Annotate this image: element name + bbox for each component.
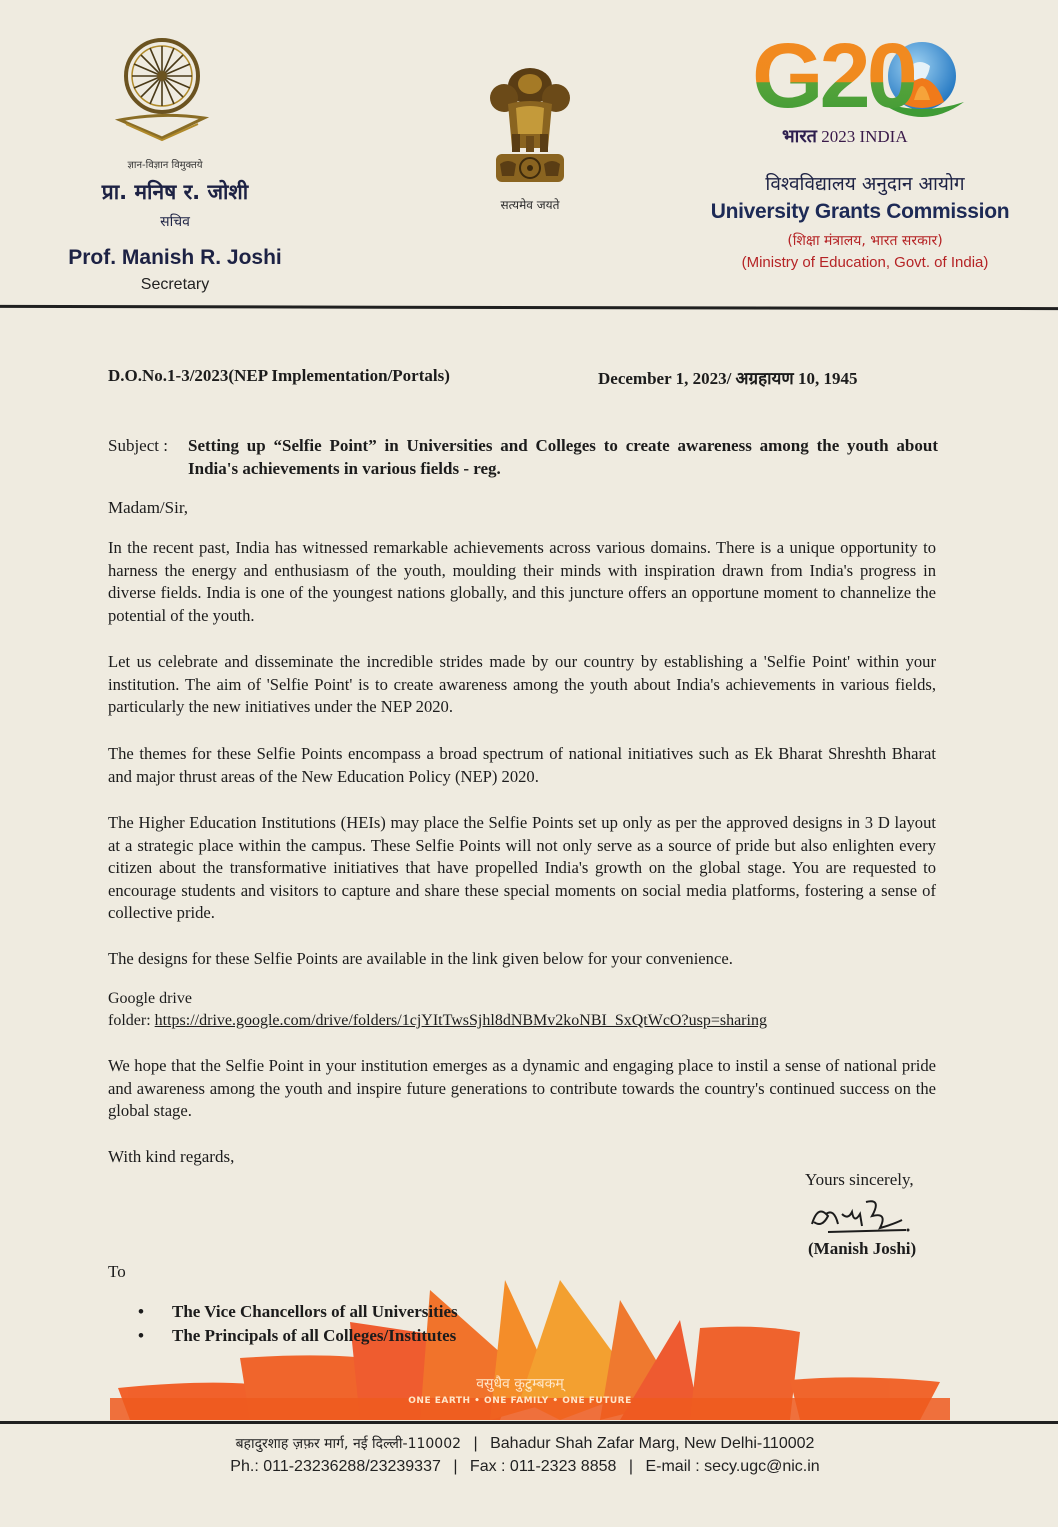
drive-label: Google drive — [108, 990, 192, 1007]
ugc-emblem-icon — [112, 34, 212, 144]
org-name: University Grants Commission — [710, 200, 1010, 223]
yours-sincerely: Yours sincerely, — [805, 1170, 914, 1189]
g20-year-country: 2023 INDIA — [821, 127, 908, 146]
reference-number: D.O.No.1-3/2023(NEP Implementation/Portals) — [108, 366, 450, 385]
paragraph-4: The Higher Education Institutions (HEIs) may place the Selfie Points set up only as per the approved designs in 3 D layout at a strategic place within the campus. These Selfie Points will not only serve as a source of pride but also enlighten every citizen about the transformative initiatives that have propelled India's growth on the global stage. You are requested to encourage students and visitors to capture and share these special moments on social media platforms, fostering a sense of collective pride. — [108, 813, 936, 923]
subject-line — [108, 434, 938, 480]
org-name-hindi: विश्वविद्यालय अनुदान आयोग — [765, 173, 965, 195]
recipient-list — [138, 1300, 458, 1348]
to-label: To — [108, 1262, 126, 1281]
paragraph-2: Let us celebrate and disseminate the incredible strides made by our country by establishing a 'Selfie Point' within your institution. The aim of 'Selfie Point' is to create awareness among the youth about India's achievements in various fields, particularly the new initiatives under the NEP 2020. — [108, 652, 936, 717]
paragraph-1: In the recent past, India has witnessed remarkable achievements across various domains. There is a unique opportunity to harness the energy and enthusiasm of the youth, moulding their minds with inspiration drawn from India's progress in diverse fields. India is one of the youngest nations globally, and this juncture offers an opportune moment to channelize the potential of the youth. — [108, 538, 936, 625]
drive-link-block — [108, 988, 767, 1032]
address-english: Bahadur Shah Zafar Marg, New Delhi-110002 — [490, 1435, 815, 1452]
drive-label-folder: folder: — [108, 1012, 151, 1029]
footer-address — [200, 1434, 850, 1453]
ministry-english: (Ministry of Education, Govt. of India) — [741, 254, 989, 271]
secretary-name: Prof. Manish R. Joshi — [68, 246, 282, 269]
satyamev-jayate-motto: सत्यमेव जयते — [500, 198, 560, 212]
closing: With kind regards, — [108, 1147, 235, 1166]
header-divider — [0, 305, 1058, 310]
separator: | — [628, 1458, 634, 1475]
footer-contact — [200, 1458, 850, 1476]
separator: | — [453, 1458, 458, 1475]
ministry-hindi: (शिक्षा मंत्रालय, भारत सरकार) — [787, 233, 943, 249]
g20-bharat: भारत — [782, 126, 817, 147]
drive-folder-link[interactable]: https://drive.google.com/drive/folders/1cjYItTwsSjhl8dNBMv2koNBI_SxQtWcO?usp=sharing — [154, 1012, 767, 1029]
phone-number: Ph.: 011-23236288/23239337 — [230, 1458, 441, 1475]
signature-icon — [808, 1194, 918, 1238]
secretary-title-hindi: सचिव — [160, 214, 190, 230]
g20-subtitle — [782, 124, 982, 148]
banner-motto-hindi: वसुधैव कुटुम्बकम् — [476, 1376, 564, 1392]
paragraph-6: We hope that the Selfie Point in your institution emerges as a dynamic and engaging place to instil a sense of national pride and awareness among the youth and inspire future generations to contribute towards the country's continued success on the global stage. — [108, 1056, 936, 1121]
separator: | — [473, 1435, 478, 1452]
subject-label: Subject : — [108, 436, 168, 455]
footer-divider — [0, 1421, 1058, 1424]
fax-number: Fax : 011-2323 8858 — [469, 1458, 617, 1475]
g20-logo-text: G20 — [752, 25, 914, 127]
address-hindi: बहादुरशाह ज़फ़र मार्ग, नई दिल्ली-110002 — [235, 1436, 462, 1452]
subject-text: Setting up “Selfie Point” in Universities and Colleges to create awareness among the youth about India's achievements in various fields - reg. — [188, 436, 938, 478]
ugc-motto: ज्ञान-विज्ञान विमुक्तये — [127, 160, 203, 171]
paragraph-3: The themes for these Selfie Points encompass a broad spectrum of national initiatives such as Ek Bharat Shreshth Bharat and major thrust areas of the New Education Policy (NEP) 2020. — [108, 744, 936, 786]
secretary-name-hindi: प्रा. मनिष र. जोशी — [101, 180, 249, 204]
signer-name: (Manish Joshi) — [808, 1239, 917, 1258]
secretary-title: Secretary — [140, 276, 210, 293]
paragraph-5: The designs for these Selfie Points are available in the link given below for your convenience. — [108, 949, 733, 968]
recipient-item: • The Vice Chancellors of all Universities — [138, 1300, 458, 1324]
recipient-item: • The Principals of all Colleges/Institutes — [138, 1324, 458, 1348]
email-address: E-mail : secy.ugc@nic.in — [645, 1458, 820, 1475]
banner-motto-english: ONE EARTH • ONE FAMILY • ONE FUTURE — [408, 1396, 632, 1406]
national-emblem-icon — [486, 64, 574, 194]
salutation: Madam/Sir, — [108, 498, 189, 517]
letter-date: December 1, 2023/ अग्रहायण 10, 1945 — [598, 369, 858, 388]
